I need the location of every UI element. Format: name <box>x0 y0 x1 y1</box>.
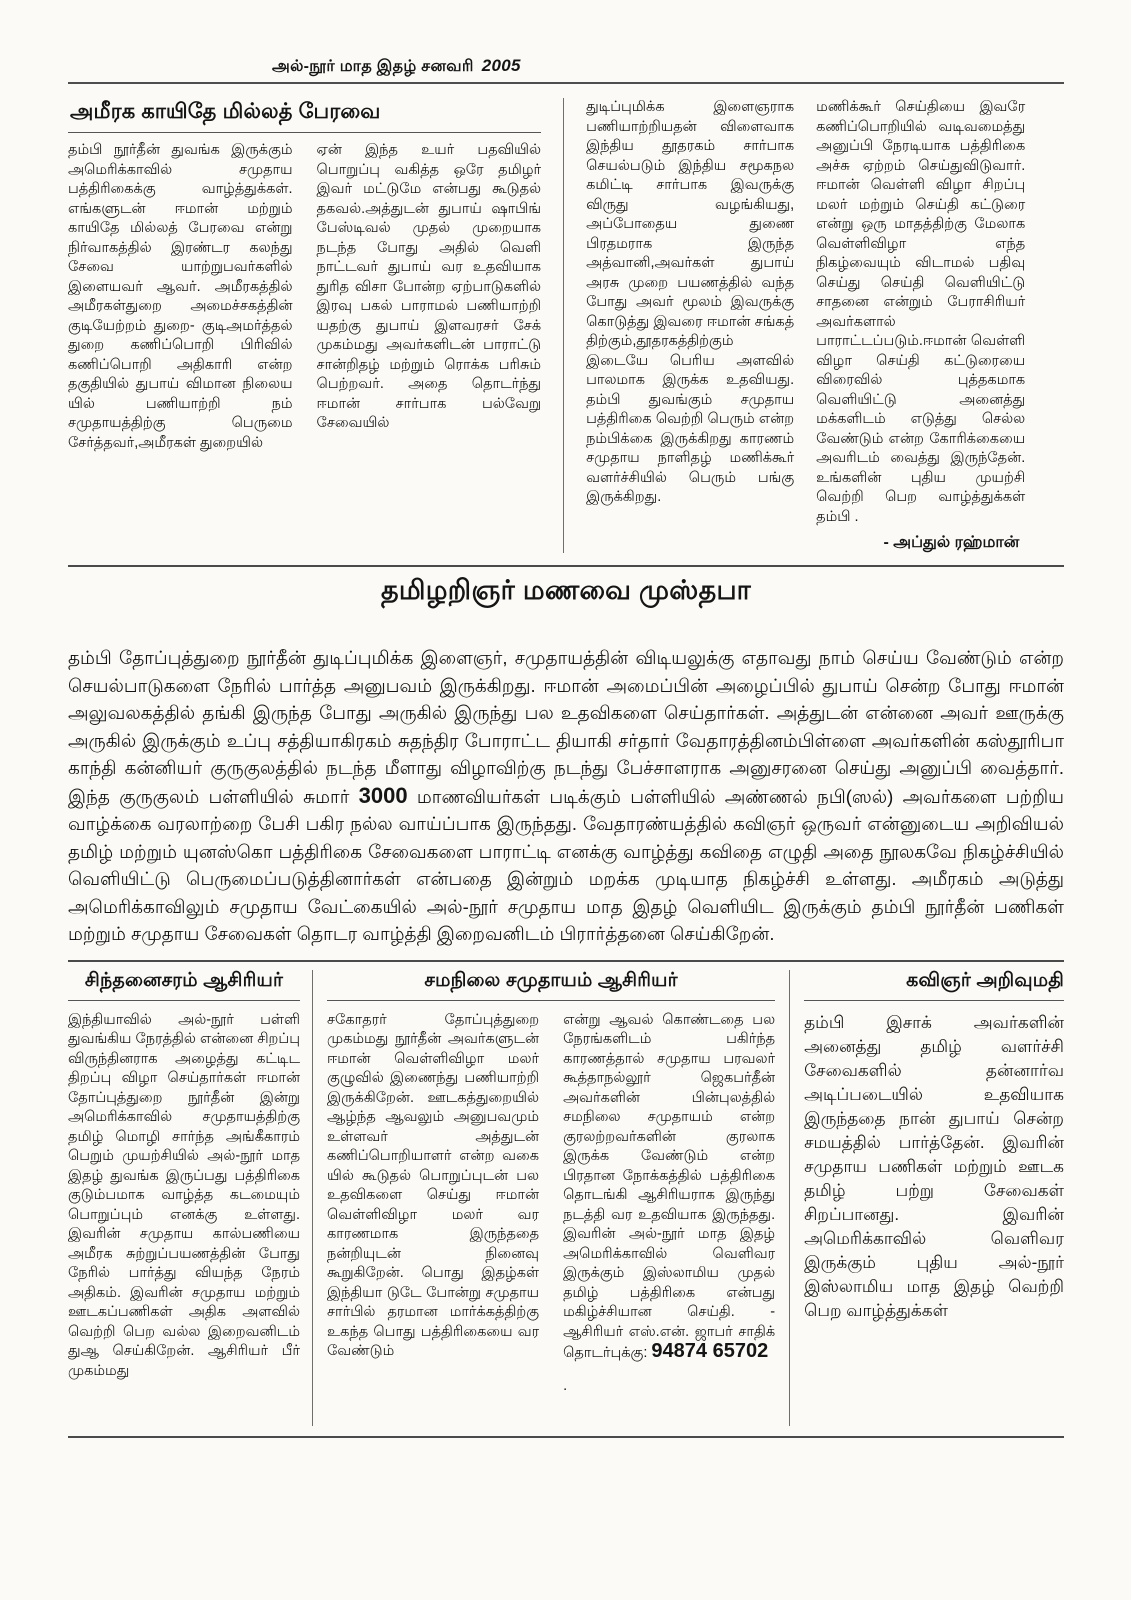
contact-phone-number: 94874 65702 <box>651 1340 769 1362</box>
tribute-panels <box>68 970 1064 1426</box>
panel-samanilai-samuthayam <box>312 970 790 1426</box>
panel-middle-column-2-text: என்று ஆவல் கொண்டதை பல நேரங்களிடம் பகிர்ந்த காரணத்தால் சமுதாய பரவலர் கூத்தாநல்லூர் ஜெகபர்தீன் அவர்களின் பின்புலத்தில் சமநிலை சமுதாயம் என்ற குரலற்றவர்களின் குரலாக இருக்க வேண்டும் என்ற பிரதான நோக்கத்தில் பத்திரிகை தொடங்கி ஆசிரியராக இருந்து நடத்தி வர உதவியாக இருந்தது. இவரின் அல்-நூர் மாத இதழ் அமெரிக்காவில் வெளிவர இருக்கும் இஸ்லாமிய முதல் தமிழ் பத்திரிகை என்பது மகிழ்ச்சியான செய்தி. - ஆசிரியர் எஸ்.என். ஜாபர் சாதிக் தொடர்புக்கு: <box>563 1011 776 1361</box>
article1-heading: அமீரக காயிதே மில்லத் பேரவை <box>68 98 541 133</box>
panel-middle-column-2 <box>563 1011 775 1364</box>
panel-right-body: தம்பி இசாக் அவர்களின் அனைத்து தமிழ் வளர்ச்சி சேவைகளில் தன்னார்வ அடிப்படையில் உதவியாக இருந்ததை நான் துபாய் சென்ற சமயத்தில் பார்த்தேன். இவரின் சமுதாய பணிகள் மற்றும் ஊடக தமிழ் பற்று சேவைகள் சிறப்பானது. இவரின் அமெரிக்காவில் வெளிவர இருக்கும் புதிய அல்-நூர் இஸ்லாமிய மாத இதழ் வெற்றி பெற வாழ்த்துக்கள் <box>804 1012 1064 1320</box>
article-manavai-mustafa <box>68 575 1064 948</box>
panel-left-body: இந்தியாவில் அல்-நூர் பள்ளி துவங்கிய நேரத்தில் என்னை சிறப்பு விருந்தினராக அழைத்து கட்டிட திறப்பு விழா செய்தார்கள் ஈமான் தோப்புத்துறை நூர்தீன் இன்று அமெரிக்காவில் சமுதாயத்திற்கு தமிழ் மொழி சார்ந்த அங்கீகாரம் பெறும் முயற்சியில் அல்-நூர் மாத இதழ் துவங்க இருப்பது பத்திரிகை குடும்பமாக வாழ்த்த கடமையும் பொறுப்பும் எனக்கு உள்ளது. இவரின் சமுதாய கால்பணியை அமீரக சுற்றுப்பயணத்தின் போது நேரில் பார்த்து வியந்த நேரம் அதிகம். இவரின் சமுதாய மற்றும் ஊடகப்பணிகள் அதிக அளவில் வெற்றி பெற வல்ல இறைவனிடம் துஆ செய்கிறேன். ஆசிரியர் பீர் முகம்மது <box>68 1011 301 1379</box>
section-divider-1 <box>68 565 1064 567</box>
article1-columns-1-2 <box>68 141 541 453</box>
panel-middle-heading: சமநிலை சமுதாயம் ஆசிரியர் <box>327 970 775 1001</box>
masthead-divider <box>68 82 1064 84</box>
masthead-title: அல்-நூர் மாத இதழ் சனவரி <box>272 58 474 75</box>
trailing-period: . <box>563 1377 568 1394</box>
article2-heading: தமிழறிஞர் மணவை முஸ்தபா <box>381 575 751 605</box>
panel-left-heading: சிந்தனைசரம் ஆசிரியர் <box>68 970 300 1001</box>
article1-column-3: துடிப்புமிக்க இளைஞராக பணியாற்றியதன் விளைவாக இந்திய தூதரகம் சார்பாக செயல்படும் இந்திய சமூகநல கமிட்டி சார்பாக இவருக்கு விருது வழங்கியது, அப்போதைய துணை பிரதமராக இருந்த அத்வானி,அவர்கள் துபாய் அரசு முறை பயணத்தில் வந்த போது அவர் மூலம் இவருக்கு கொடுத்து இவரை ஈமான் சங்கத் திற்கும்,தூதரகத்திற்கும் இடையே பெரிய அளவில் பாலமாக இருக்க உதவியது. தம்பி துவங்கும் சமுதாய பத்திரிகை வெற்றி பெரும் என்ற நம்பிக்கை இருக்கிறது காரணம் சமுதாய நாளிதழ் மணிக்கூர் வளர்ச்சியில் பெரும் பங்கு இருக்கிறது. <box>563 98 794 553</box>
panel-middle-column-2-wrap <box>563 1011 775 1394</box>
panel-kavignar-arivumathi <box>790 970 1064 1426</box>
section-divider-2 <box>68 960 1064 962</box>
article1-left-half <box>68 98 541 553</box>
article1-column-4-wrap <box>794 98 1025 553</box>
section-divider-3 <box>68 1436 1064 1438</box>
article1-column-2: ஏன் இந்த உயர் பதவியில் பொறுப்பு வகித்த ஒரே தமிழர் இவர் மட்டுமே என்பது கூடுதல் தகவல்.அத்துடன் துபாய் ஷாபிங் பேஸ்டிவல் முதல் முறையாக நடந்த போது அதில் வெளி நாட்டவர் துபாய் வர உதவியாக துரித விசா போன்ற ஏற்பாடுகளில் இரவு பகல் பாராமல் பணியாற்றி யதற்கு துபாய் இளவரசர் சேக் முகம்மது அவர்களிடன் பாராட்டு சான்றிதழ் மற்றும் ரொக்க பரிசும் பெற்றவர். அதை தொடர்ந்து ஈமான் சார்பாக பல்வேறு சேவையில் <box>316 142 542 431</box>
article2-student-count: 3000 <box>358 782 408 808</box>
panel-sinthanai-saram <box>68 970 312 1426</box>
article1-column-4: மணிக்கூர் செய்தியை இவரே கணிப்பொறியில் வடிவமைத்து அனுப்பி நேரடியாக பத்திரிகை அச்சு ஏற்றம் செய்துவிடுவார். ஈமான் வெள்ளி விழா சிறப்பு மலர் மற்றும் செய்தி கட்டுரை என்று ஒரு மாதத்திற்கு மேலாக வெள்ளிவிழா எந்த நிகழ்வையும் விடாமல் பதிவு செய்து செய்தி வெளியிட்டு சாதனை என்றும் பேராசிரியர் அவர்களால் பாராட்டப்படும்.ஈமான் வெள்ளி விழா செய்தி கட்டுரையை விரைவில் புத்தகமாக வெளியிட்டு அனைத்து மக்களிடம் எடுத்து செல்ல வேண்டும் என்ற கோரிக்கையை அவரிடம் வைத்து இருந்தேன். உங்களின் புதிய முயற்சி வெற்றி பெற வாழ்த்துக்கள் தம்பி . <box>816 99 1026 525</box>
masthead-year: 2005 <box>481 56 521 75</box>
article1-signature: - அப்துல் ரஹ்மான் <box>883 534 1020 551</box>
article-ameerka-peravai <box>68 98 1064 553</box>
panel-middle-column-1: சகோதரர் தோப்புத்துறை முகம்மது நூர்தீன் அவர்களுடன் ஈமான் வெள்ளிவிழா மலர் குழுவில் இணைந்து பணியாற்றி இருக்கிறேன். ஊடகத்துறையில் ஆழ்ந்த ஆவலும் அனுபவமும் உள்ளவர் அத்துடன் கணிப்பொறியாளர் என்ற வகை யில் கூடுதல் பொறுப்புடன் பல உதவிகளை செய்து ஈமான் வெள்ளிவிழா மலர் வர காரணமாக இருந்ததை நன்றியுடன் நினைவு கூறுகிறேன். பொது இதழ்கள் இந்தியா டுடே போன்று சமுதாய சார்பில் தரமான மார்க்கத்திற்கு உகந்த பொது பத்திரிகையை வர வேண்டும் <box>327 1011 540 1359</box>
article2-body <box>68 644 1064 948</box>
article1-column-1: தம்பி நூர்தீன் துவங்க இருக்கும் அமெரிக்காவில் சமுதாய பத்திரிகைக்கு வாழ்த்துக்கள். எங்களுடன் ஈமான் மற்றும் காயிதே மில்லத் பேரவை என்று நிர்வாகத்தில் இரண்டர கலந்து சேவை யாற்றுபவர்களில் இளையவர் ஆவர். அமீரகத்தில் அமீரகள்துறை அமைச்சகத்தின் குடியேற்றம் துறை- குடிஅமர்த்தல் துறை கணிப்பொறி பிரிவில் கணிப்பொறி அதிகாரி என்ற தகுதியில் துபாய் விமான நிலைய யில் பணியாற்றி நம் சமுதாயத்திற்கு பெருமை சேர்த்தவர்,அமீரகள் துறையில் <box>68 142 293 451</box>
masthead <box>68 56 1064 82</box>
article2-body-before: தம்பி தோப்புத்துறை நூர்தீன் துடிப்புமிக்க இளைஞர், சமுதாயத்தின் விடியலுக்கு எதாவது நாம் செய்ய வேண்டும் என்ற செயல்பாடுகளை நேரில் பார்த்த அனுபவம் இருக்கிறது. ஈமான் அமைப்பின் அழைப்பில் துபாய் சென்ற போது ஈமான் அலுவலகத்தில் தங்கி இருந்த போது அருகில் இருந்து பல உதவிகளை செய்தார்கள். அத்துடன் என்னை அவர் ஊருக்கு அருகில் இருக்கும் உப்பு சத்தியாகிரகம் சுதந்திர போராட்ட தியாகி சர்தார் வேதாரத்தினம்பிள்ளை அவர்களின் கஸ்தூரிபா காந்தி கன்னியர் குருகுலத்தில் நடந்த மீளாது விழாவிற்கு நடந்து பேச்சாளராக அனுசரனை செய்து அனுப்பி வைத்தார். இந்த குருகுலம் பள்ளியில் சுமார் <box>68 647 1064 807</box>
newspaper-page <box>68 0 1064 1438</box>
panel-middle-columns <box>327 1011 775 1394</box>
article2-body-after: மாணவியர்கள் படிக்கும் பள்ளியில் அண்ணல் நபி(ஸல்) அவர்களை பற்றிய வாழ்க்கை வரலாற்றை பேசி பகிர நல்ல வாய்ப்பாக இருந்தது. வேதாரண்யத்தில் கவிஞர் ஒருவர் என்னுடைய அறிவியல் தமிழ் மற்றும் யுனஸ்கொ பத்திரிகை சேவைகளை பாராட்டி எனக்கு வாழ்த்து கவிதை எழுதி அதை நூலகவே நிகழ்ச்சியில் வெளியிட்டு பெருமைப்படுத்தினார்கள் என்பதை இன்றும் மறக்க முடியாத நிகழ்ச்சி உள்ளது. அமீரகம் அடுத்து அமெரிக்காவிலும் சமுதாய வேட்கையில் அல்-நூர் சமுதாய மாத இதழ் வெளியிட இருக்கும் தம்பி நூர்தீன் பணிகள் மற்றும் சமுதாய சேவைகள் தொடர வாழ்த்தி இறைவனிடம் பிரார்த்தனை செய்கிறேன். <box>68 785 1064 944</box>
panel-right-heading: கவிஞர் அறிவுமதி <box>804 970 1064 1001</box>
